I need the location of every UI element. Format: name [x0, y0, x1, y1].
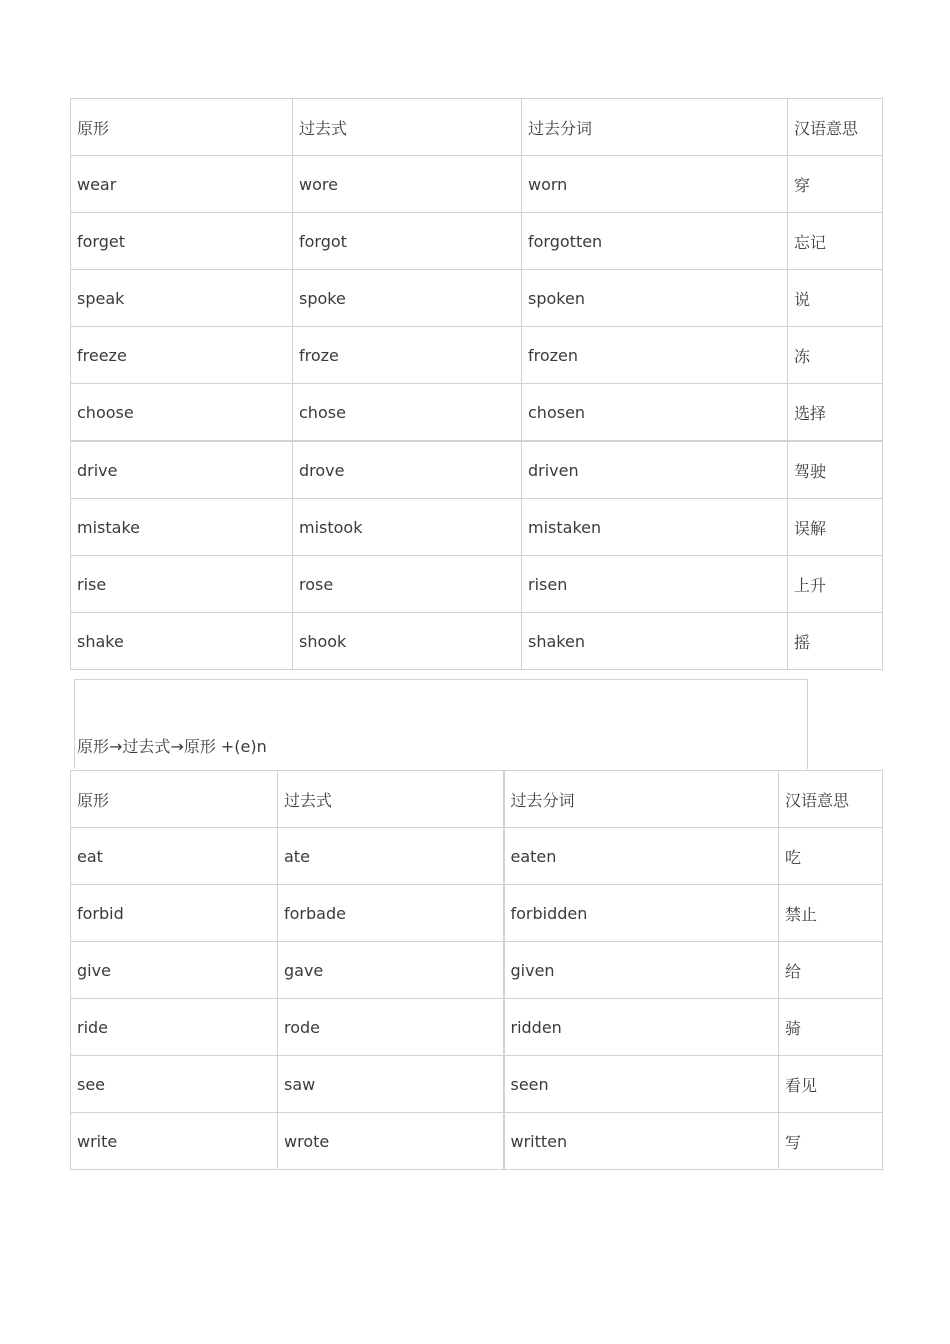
base-form-cell: mistake — [71, 499, 293, 556]
past-tense-cell: forgot — [293, 213, 522, 270]
table-row — [71, 270, 883, 327]
verb-table-1 — [70, 98, 883, 670]
meaning-cell: 吃 — [779, 828, 883, 885]
header-chinese-meaning: 汉语意思 — [788, 99, 883, 156]
past-tense-cell: mistook — [293, 499, 522, 556]
meaning-cell: 冻 — [788, 327, 883, 384]
base-form-cell: drive — [71, 441, 293, 499]
base-form-cell: freeze — [71, 327, 293, 384]
past-tense-cell: chose — [293, 384, 522, 442]
past-tense-cell: wore — [293, 156, 522, 213]
past-participle-cell: risen — [522, 556, 788, 613]
meaning-cell: 写 — [779, 1113, 883, 1170]
past-participle-cell: forgotten — [522, 213, 788, 270]
table-row — [71, 1113, 883, 1170]
meaning-cell: 选择 — [788, 384, 883, 442]
header-past-tense: 过去式 — [278, 771, 504, 828]
table-row — [71, 384, 883, 442]
base-form-cell: shake — [71, 613, 293, 670]
base-form-cell: give — [71, 942, 278, 999]
header-base-form: 原形 — [71, 771, 278, 828]
past-tense-cell: ate — [278, 828, 504, 885]
past-participle-cell: worn — [522, 156, 788, 213]
base-form-cell: rise — [71, 556, 293, 613]
table-row — [71, 156, 883, 213]
table-row — [71, 885, 883, 942]
base-form-cell: write — [71, 1113, 278, 1170]
table-row — [71, 942, 883, 999]
past-tense-cell: wrote — [278, 1113, 504, 1170]
base-form-cell: forbid — [71, 885, 278, 942]
meaning-cell: 误解 — [788, 499, 883, 556]
past-tense-cell: spoke — [293, 270, 522, 327]
meaning-cell: 穿 — [788, 156, 883, 213]
table-row — [71, 999, 883, 1056]
past-participle-cell: ridden — [504, 999, 779, 1056]
header-past-participle: 过去分词 — [504, 771, 779, 828]
past-tense-cell: forbade — [278, 885, 504, 942]
meaning-cell: 说 — [788, 270, 883, 327]
past-tense-cell: gave — [278, 942, 504, 999]
table-row — [71, 499, 883, 556]
past-tense-cell: froze — [293, 327, 522, 384]
header-chinese-meaning: 汉语意思 — [779, 771, 883, 828]
past-tense-cell: rose — [293, 556, 522, 613]
meaning-cell: 禁止 — [779, 885, 883, 942]
meaning-cell: 驾驶 — [788, 441, 883, 499]
meaning-cell: 看见 — [779, 1056, 883, 1113]
header-past-tense: 过去式 — [293, 99, 522, 156]
base-form-cell: speak — [71, 270, 293, 327]
table-header-row — [71, 771, 883, 828]
past-tense-cell: saw — [278, 1056, 504, 1113]
section-caption: 原形→过去式→原形 +(e)n — [77, 737, 267, 756]
table-row — [71, 327, 883, 384]
base-form-cell: wear — [71, 156, 293, 213]
past-participle-cell: spoken — [522, 270, 788, 327]
past-participle-cell: driven — [522, 441, 788, 499]
meaning-cell: 上升 — [788, 556, 883, 613]
meaning-cell: 摇 — [788, 613, 883, 670]
base-form-cell: choose — [71, 384, 293, 442]
base-form-cell: ride — [71, 999, 278, 1056]
meaning-cell: 给 — [779, 942, 883, 999]
table-header-row — [71, 99, 883, 156]
past-tense-cell: shook — [293, 613, 522, 670]
table-row — [71, 828, 883, 885]
base-form-cell: eat — [71, 828, 278, 885]
past-participle-cell: frozen — [522, 327, 788, 384]
table-row — [71, 556, 883, 613]
past-participle-cell: written — [504, 1113, 779, 1170]
past-participle-cell: eaten — [504, 828, 779, 885]
base-form-cell: see — [71, 1056, 278, 1113]
past-participle-cell: mistaken — [522, 499, 788, 556]
verb-table-2 — [70, 770, 883, 1170]
table-row — [71, 213, 883, 270]
past-participle-cell: given — [504, 942, 779, 999]
past-tense-cell: drove — [293, 441, 522, 499]
past-participle-cell: seen — [504, 1056, 779, 1113]
table-row — [71, 441, 883, 499]
past-participle-cell: forbidden — [504, 885, 779, 942]
header-base-form: 原形 — [71, 99, 293, 156]
past-participle-cell: chosen — [522, 384, 788, 442]
meaning-cell: 骑 — [779, 999, 883, 1056]
table-row — [71, 613, 883, 670]
meaning-cell: 忘记 — [788, 213, 883, 270]
table-row — [71, 1056, 883, 1113]
past-participle-cell: shaken — [522, 613, 788, 670]
base-form-cell: forget — [71, 213, 293, 270]
past-tense-cell: rode — [278, 999, 504, 1056]
header-past-participle: 过去分词 — [522, 99, 788, 156]
section-caption-box — [74, 679, 808, 769]
